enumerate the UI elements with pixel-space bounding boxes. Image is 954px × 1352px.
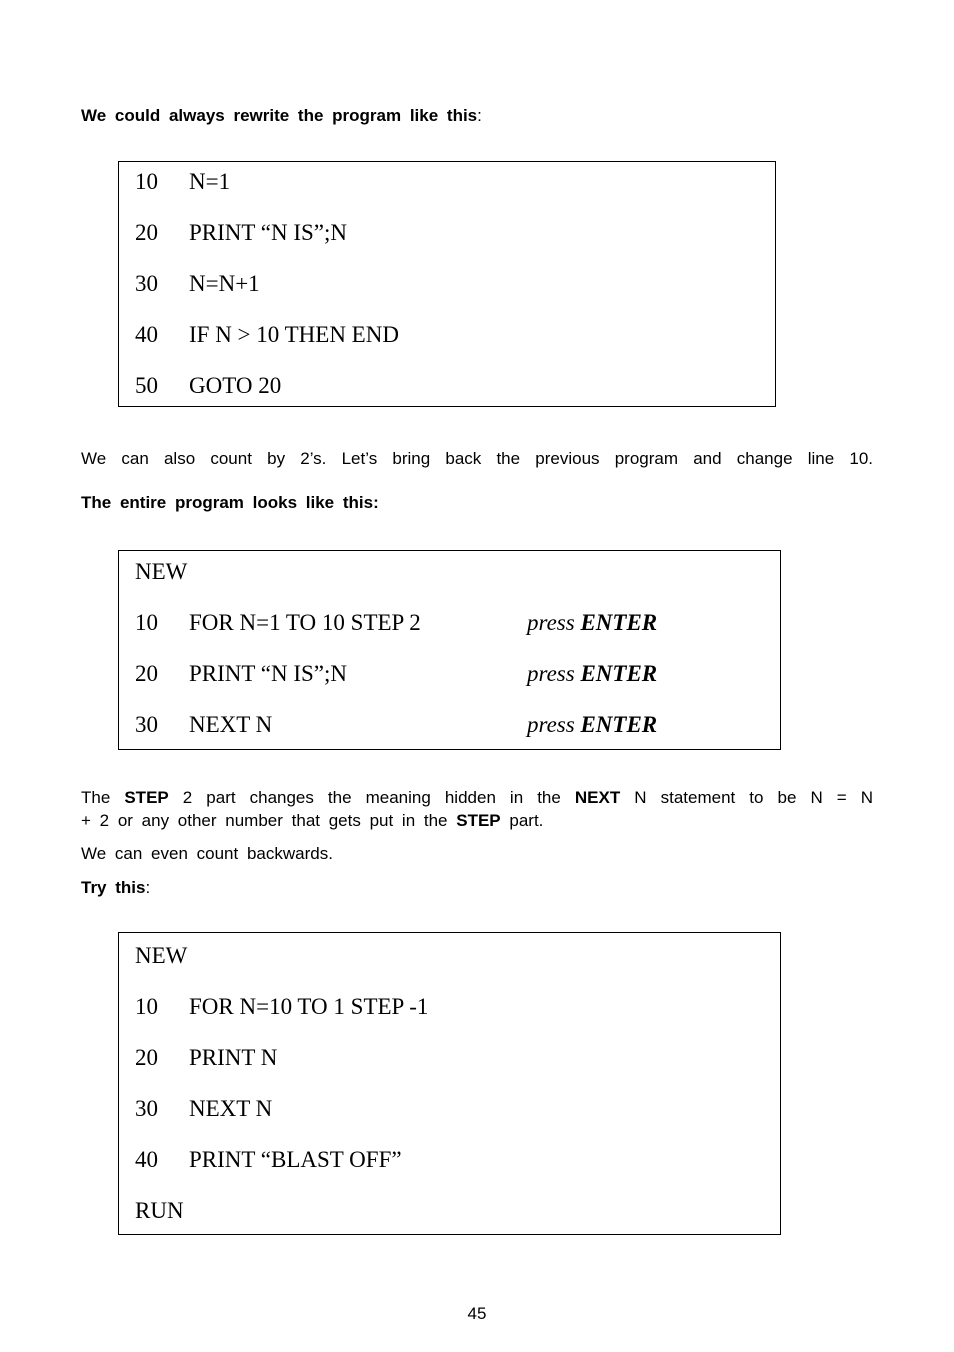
line-number: 30 <box>135 1096 158 1121</box>
press-enter-hint <box>527 659 657 689</box>
step-explanation-line-2 <box>81 809 873 832</box>
step-text-3: N statement to be N = N <box>634 788 873 807</box>
code-line <box>135 992 428 1022</box>
try-this-paragraph <box>81 876 873 899</box>
line-statement: N=1 <box>189 169 231 194</box>
new-command: NEW <box>135 559 188 584</box>
line-number: 30 <box>135 271 158 296</box>
code-line <box>135 608 658 638</box>
press-word: press <box>527 610 575 635</box>
code-line <box>135 1145 402 1175</box>
step-keyword: STEP <box>456 811 501 830</box>
line-number: 50 <box>135 373 158 398</box>
line-number: 20 <box>135 1045 158 1070</box>
code-line <box>135 710 658 740</box>
step-text-2: 2 part changes the meaning hidden in the <box>182 788 561 807</box>
enter-key-label: ENTER <box>580 661 658 686</box>
line-statement: PRINT “BLAST OFF” <box>189 1147 402 1172</box>
code-line-new <box>135 557 187 587</box>
line-statement: IF N > 10 THEN END <box>189 322 399 347</box>
line-statement: NEXT N <box>189 712 273 737</box>
line-number: 40 <box>135 1147 158 1172</box>
count-by-twos-paragraph: We can also count by 2’s. Let’s bring back the previous program and change line 10. <box>81 449 873 468</box>
program-listing-1 <box>118 161 776 407</box>
count-backwards-paragraph: We can even count backwards. <box>81 844 333 863</box>
enter-key-label: ENTER <box>580 610 658 635</box>
line-number: 20 <box>135 220 158 245</box>
code-line <box>135 659 658 689</box>
line-number: 10 <box>135 994 158 1019</box>
line-number: 10 <box>135 169 158 194</box>
line-number: 30 <box>135 712 158 737</box>
code-line <box>135 1094 272 1124</box>
step-explanation-line-1 <box>81 786 873 809</box>
step-text-5: part. <box>509 811 544 830</box>
next-keyword: NEXT <box>574 788 621 807</box>
code-line <box>135 218 347 248</box>
code-line <box>135 167 230 197</box>
entire-program-heading: The entire program looks like this: <box>81 493 379 512</box>
line-number: 20 <box>135 661 158 686</box>
program-listing-2 <box>118 550 781 750</box>
line-statement: PRINT N <box>189 1045 278 1070</box>
press-enter-hint <box>527 710 657 740</box>
program-listing-3 <box>118 932 781 1235</box>
code-line <box>135 320 399 350</box>
intro-text: We could always rewrite the program like this <box>81 106 478 125</box>
line-statement: PRINT “N IS”;N <box>189 220 348 245</box>
try-this-colon: : <box>145 878 151 897</box>
line-statement: FOR N=10 TO 1 STEP -1 <box>189 994 429 1019</box>
press-word: press <box>527 712 575 737</box>
line-statement: FOR N=1 TO 10 STEP 2 <box>189 610 421 635</box>
line-statement: N=N+1 <box>189 271 260 296</box>
line-statement: NEXT N <box>189 1096 273 1121</box>
press-enter-hint <box>527 608 657 638</box>
new-command: NEW <box>135 943 188 968</box>
step-keyword: STEP <box>124 788 169 807</box>
code-line <box>135 1043 277 1073</box>
page-number: 45 <box>467 1304 487 1323</box>
line-statement: GOTO 20 <box>189 373 282 398</box>
step-text-1: The <box>81 788 111 807</box>
line-number: 10 <box>135 610 158 635</box>
line-statement: PRINT “N IS”;N <box>189 661 348 686</box>
code-line <box>135 371 281 401</box>
intro-colon: : <box>477 106 482 125</box>
line-number: 40 <box>135 322 158 347</box>
code-line <box>135 269 260 299</box>
try-this-text: Try this <box>81 878 146 897</box>
press-word: press <box>527 661 575 686</box>
code-line-run <box>135 1196 184 1226</box>
intro-paragraph <box>81 104 873 127</box>
step-text-4: + 2 or any other number that gets put in the <box>81 811 448 830</box>
run-command: RUN <box>135 1198 184 1223</box>
enter-key-label: ENTER <box>580 712 658 737</box>
code-line-new <box>135 941 187 971</box>
